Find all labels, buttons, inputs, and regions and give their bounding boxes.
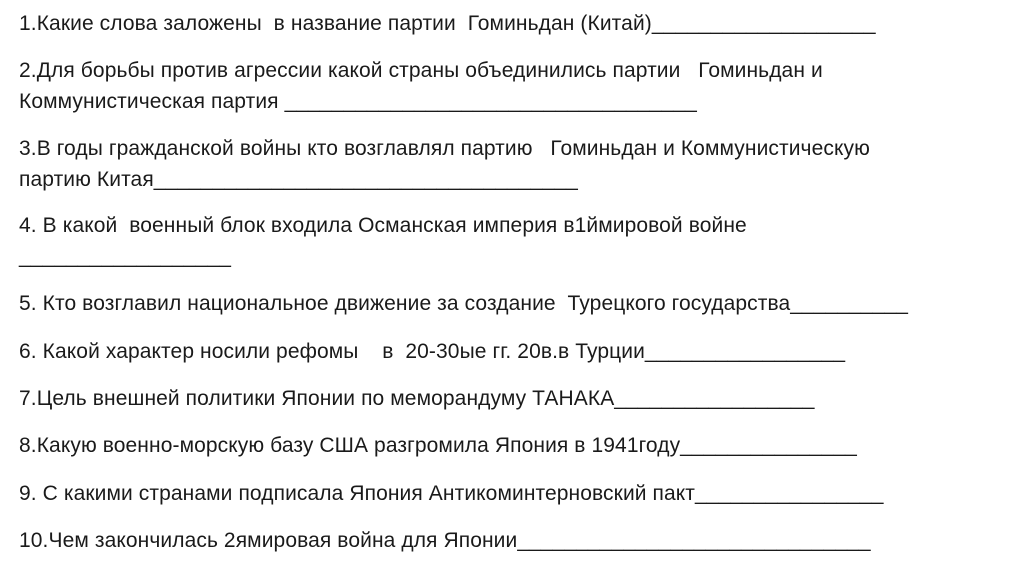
- question-7-line-1: 7.Цель внешней политики Японии по меморандуму ТАНАКА_________________: [19, 387, 815, 410]
- question-3-line-2: партию Китая____________________________________: [19, 168, 578, 191]
- question-2-line-1: 2.Для борьбы против агрессии какой страны объединились партии Гоминьдан и: [19, 59, 823, 82]
- question-1: [19, 8, 876, 39]
- question-5-line-1: 5. Кто возглавил национальное движение за создание Турецкого государства__________: [19, 292, 909, 315]
- question-7: [19, 383, 815, 414]
- question-9: [19, 478, 884, 509]
- question-10-line-1: 10.Чем закончилась 2ямировая война для Японии______________________________: [19, 529, 871, 552]
- question-1-line-1: 1.Какие слова заложены в название партии Гоминьдан (Китай)___________________: [19, 12, 876, 35]
- question-4-line-1: 4. В какой военный блок входила Османская империя в1ймировой войне: [19, 214, 747, 237]
- question-6-line-1: 6. Какой характер носили рефомы в 20-30ые гг. 20в.в Турции_________________: [19, 340, 846, 363]
- question-5: [19, 288, 908, 319]
- question-10: [19, 525, 871, 556]
- question-8-line-1: 8.Какую военно-морскую базу США разгромила Япония в 1941году_______________: [19, 434, 857, 457]
- question-2: [19, 55, 823, 117]
- question-2-line-2: Коммунистическая партия ___________________________________: [19, 90, 697, 113]
- question-4: [19, 210, 747, 272]
- question-9-line-1: 9. С какими странами подписала Япония Антикоминтерновский пакт________________: [19, 482, 884, 505]
- question-6: [19, 336, 845, 367]
- question-3: [19, 133, 870, 195]
- question-8: [19, 430, 857, 461]
- question-3-line-1: 3.В годы гражданской войны кто возглавлял партию Гоминьдан и Коммунистическую: [19, 137, 870, 160]
- question-4-line-2: __________________: [19, 245, 232, 268]
